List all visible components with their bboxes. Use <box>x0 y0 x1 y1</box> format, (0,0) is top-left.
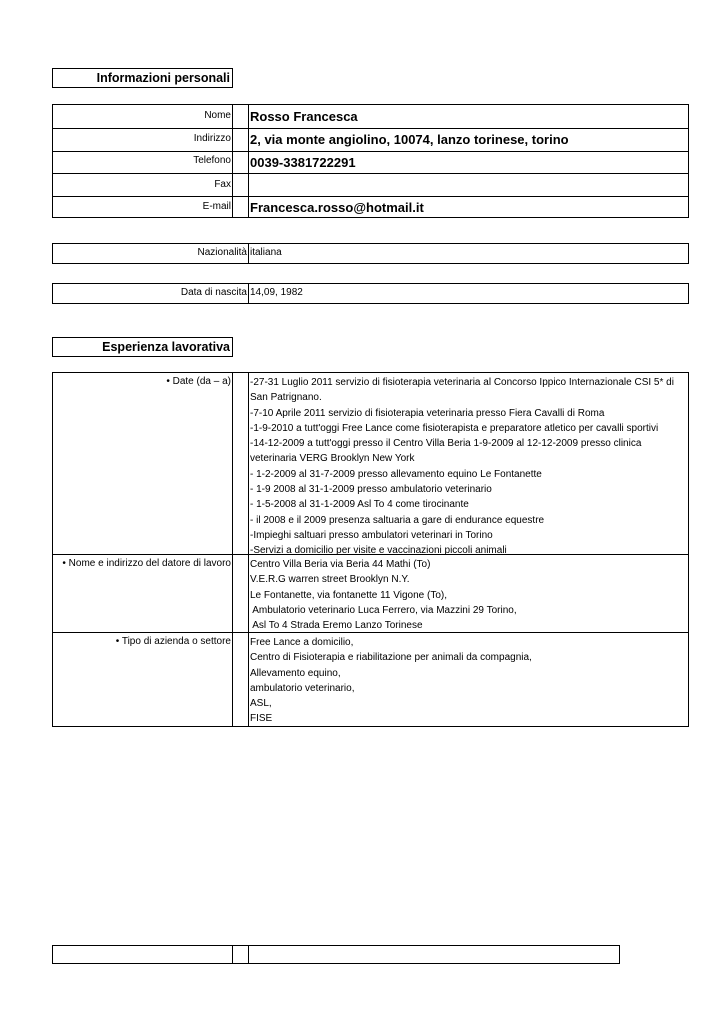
list-item: - 1-9 2008 al 31-1-2009 presso ambulatorio veterinario <box>250 484 492 496</box>
list-item: -7-10 Aprile 2011 servizio di fisioterapia veterinaria presso Fiera Cavalli di Roma <box>250 407 605 419</box>
list-item: Allevamento equino, <box>250 667 341 679</box>
sector-label: • Tipo di azienda o settore <box>115 636 231 647</box>
birthdate-row <box>52 283 689 304</box>
row-phone <box>53 151 688 173</box>
phone-value: 0039-3381722291 <box>250 155 356 170</box>
email-value: Francesca.rosso@hotmail.it <box>250 200 424 215</box>
list-item: Free Lance a domicilio, <box>250 637 354 648</box>
list-item: Asl To 4 Strada Eremo Lanzo Torinese <box>250 620 423 632</box>
sector-list <box>250 635 532 727</box>
work-experience-table <box>52 372 689 727</box>
list-item: -27-31 Luglio 2011 servizio di fisioterapia veterinaria al Concorso Ippico Internazionale CSI 5* di <box>250 377 674 388</box>
section-title-work <box>52 337 233 357</box>
list-item: -Impieghi saltuari presso ambulatori veterinari in Torino <box>250 529 493 541</box>
list-item: Le Fontanette, via fontanette 11 Vigone (To), <box>250 589 447 601</box>
row-dates <box>53 373 688 557</box>
fax-label: Fax <box>214 179 231 190</box>
list-item: -14-12-2009 a tutt'oggi presso il Centro Villa Beria 1-9-2009 al 12-12-2009 presso clinica <box>250 438 642 450</box>
address-label: Indirizzo <box>193 133 231 144</box>
list-item: - 1-2-2009 al 31-7-2009 presso allevamento equino Le Fontanette <box>250 468 542 480</box>
list-item: San Patrignano. <box>250 392 322 404</box>
section-title-personal <box>52 68 233 88</box>
list-item: Centro Villa Beria via Beria 44 Mathi (To) <box>250 559 431 570</box>
list-item: -1-9-2010 a tutt'oggi Free Lance come fisioterapista e preparatore atletico per cavalli sportivi <box>250 422 659 434</box>
employer-label: • Nome e indirizzo del datore di lavoro <box>62 558 231 569</box>
list-item: ASL, <box>250 698 272 710</box>
birthdate-value: 14,09, 1982 <box>250 287 303 298</box>
list-item: -Servizi a domicilio per visite e vaccinazioni piccoli animali <box>250 545 507 557</box>
phone-label: Telefono <box>193 155 231 166</box>
dates-list <box>250 375 674 559</box>
personal-info-table <box>52 104 689 218</box>
row-employer <box>53 554 688 632</box>
list-item: - 1-5-2008 al 31-1-2009 Asl To 4 come tirocinante <box>250 499 469 511</box>
dates-label: • Date (da – a) <box>166 376 231 387</box>
row-fax <box>53 173 688 196</box>
row-name <box>53 105 688 128</box>
list-item: V.E.R.G warren street Brooklyn N.Y. <box>250 574 410 586</box>
list-item: veterinaria VERG Brooklyn New York <box>250 453 415 465</box>
nationality-row <box>52 243 689 264</box>
birthdate-label: Data di nascita <box>180 287 247 298</box>
row-address <box>53 128 688 151</box>
row-email <box>53 196 688 218</box>
name-value: Rosso Francesca <box>250 109 358 124</box>
section-title-text: Esperienza lavorativa <box>102 340 230 354</box>
nationality-label: Nazionalità <box>197 247 247 258</box>
list-item: FISE <box>250 713 273 725</box>
address-value: 2, via monte angiolino, 10074, lanzo torinese, torino <box>250 132 569 147</box>
employer-list <box>250 557 517 633</box>
nationality-value: italiana <box>250 247 282 258</box>
list-item: ambulatorio veterinario, <box>250 682 355 694</box>
list-item: - il 2008 e il 2009 presenza saltuaria a gare di endurance equestre <box>250 514 545 526</box>
footer-empty-row <box>52 945 620 964</box>
section-title-text: Informazioni personali <box>96 71 230 85</box>
row-sector <box>53 632 688 727</box>
email-label: E-mail <box>202 201 231 212</box>
list-item: Ambulatorio veterinario Luca Ferrero, via Mazzini 29 Torino, <box>250 604 517 616</box>
list-item: Centro di Fisioterapia e riabilitazione per animali da compagnia, <box>250 652 532 664</box>
name-label: Nome <box>204 110 231 121</box>
